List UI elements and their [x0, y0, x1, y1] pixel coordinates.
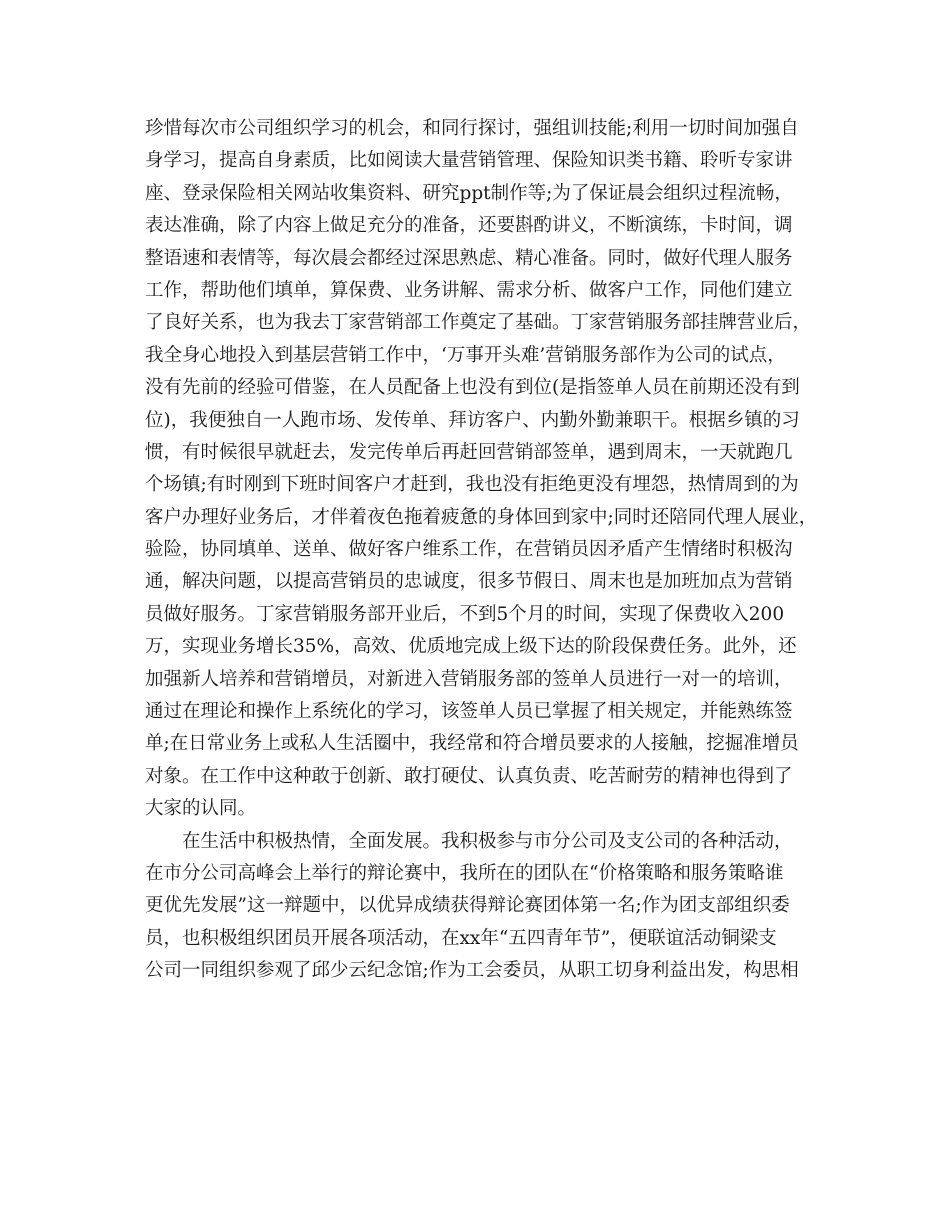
- text-line: 加强新人培养和营销增员，对新进入营销服务部的签单人员进行一对一的培训，: [145, 668, 793, 690]
- text-line: 个场镇;有时刚到下班时间客户才赶到，我也没有拒绝更没有埋怨，热情周到的为: [145, 474, 799, 496]
- text-line: 大家的认同。: [145, 798, 257, 820]
- text-line: 在市分公司高峰会上举行的辩论赛中，我所在的团队在“价格策略和服务策略谁: [145, 862, 784, 884]
- text-line: 惯，有时候很早就赶去，发完传单后再赶回营销部签单，遇到周末，一天就跑几: [145, 441, 793, 463]
- text-line: 单;在日常业务上或私人生活圈中，我经常和符合增员要求的人接触，挖掘准增员: [145, 733, 799, 755]
- paragraph-work: [145, 113, 825, 826]
- text-line: 整语速和表情等，每次晨会都经过深思熟虑、精心准备。同时，做好代理人服务: [145, 247, 793, 269]
- text-line: 座、登录保险相关网站收集资料、研究ppt制作等;为了保证晨会组织过程流畅，: [145, 182, 793, 204]
- text-line: 在生活中积极热情，全面发展。我积极参与市分公司及支公司的各种活动，: [182, 830, 793, 852]
- text-line: 了良好关系，也为我去丁家营销部工作奠定了基础。丁家营销服务部挂牌营业后，: [145, 312, 812, 334]
- text-line: 工作，帮助他们填单，算保费、业务讲解、需求分析、做客户工作，同他们建立: [145, 279, 793, 301]
- text-line: 验险，协同填单、送单、做好客户维系工作，在营销员因矛盾产生情绪时积极沟: [145, 539, 793, 561]
- text-line: 对象。在工作中这种敢于创新、敢打硬仗、认真负责、吃苦耐劳的精神也得到了: [145, 765, 793, 787]
- text-line: 更优先发展”这一辩题中，以优异成绩获得辩论赛团体第一名;作为团支部组织委: [145, 895, 790, 917]
- document-body: [145, 113, 825, 988]
- text-line: 客户办理好业务后，才伴着夜色拖着疲惫的身体回到家中;同时还陪同代理人展业，: [145, 506, 818, 528]
- text-line: 身学习，提高自身素质，比如阅读大量营销管理、保险知识类书籍、聆听专家讲: [145, 150, 793, 172]
- text-line: 没有先前的经验可借鉴，在人员配备上也没有到位(是指签单人员在前期还没有到: [145, 377, 800, 399]
- paragraph-life: [145, 826, 825, 988]
- text-line: 我全身心地投入到基层营销工作中，‘万事开头难’营销服务部作为公司的试点，: [145, 344, 786, 366]
- text-line: 位)，我便独自一人跑市场、发传单、拜访客户、内勤外勤兼职干。根据乡镇的习: [145, 409, 800, 431]
- text-line: 表达准确，除了内容上做足充分的准备，还要斟酌讲义，不断演练，卡时间，调: [145, 215, 793, 237]
- text-line: 员做好服务。丁家营销服务部开业后，不到5个月的时间，实现了保费收入200: [145, 603, 785, 625]
- text-line: 公司一同组织参观了邱少云纪念馆;作为工会委员，从职工切身利益出发，构思相: [145, 960, 799, 982]
- text-line: 通，解决问题，以提高营销员的忠诚度，很多节假日、周末也是加班加点为营销: [145, 571, 793, 593]
- text-line: 通过在理论和操作上系统化的学习，该签单人员已掌握了相关规定，并能熟练签: [145, 701, 793, 723]
- text-line: 万，实现业务增长35%，高效、优质地完成上级下达的阶段保费任务。此外，还: [145, 636, 797, 658]
- text-line: 员，也积极组织团员开展各项活动，在xx年“五四青年节”，便联谊活动铜梁支: [145, 927, 777, 949]
- text-line: 珍惜每次市公司组织学习的机会，和同行探讨，强组训技能;利用一切时间加强自: [145, 118, 799, 139]
